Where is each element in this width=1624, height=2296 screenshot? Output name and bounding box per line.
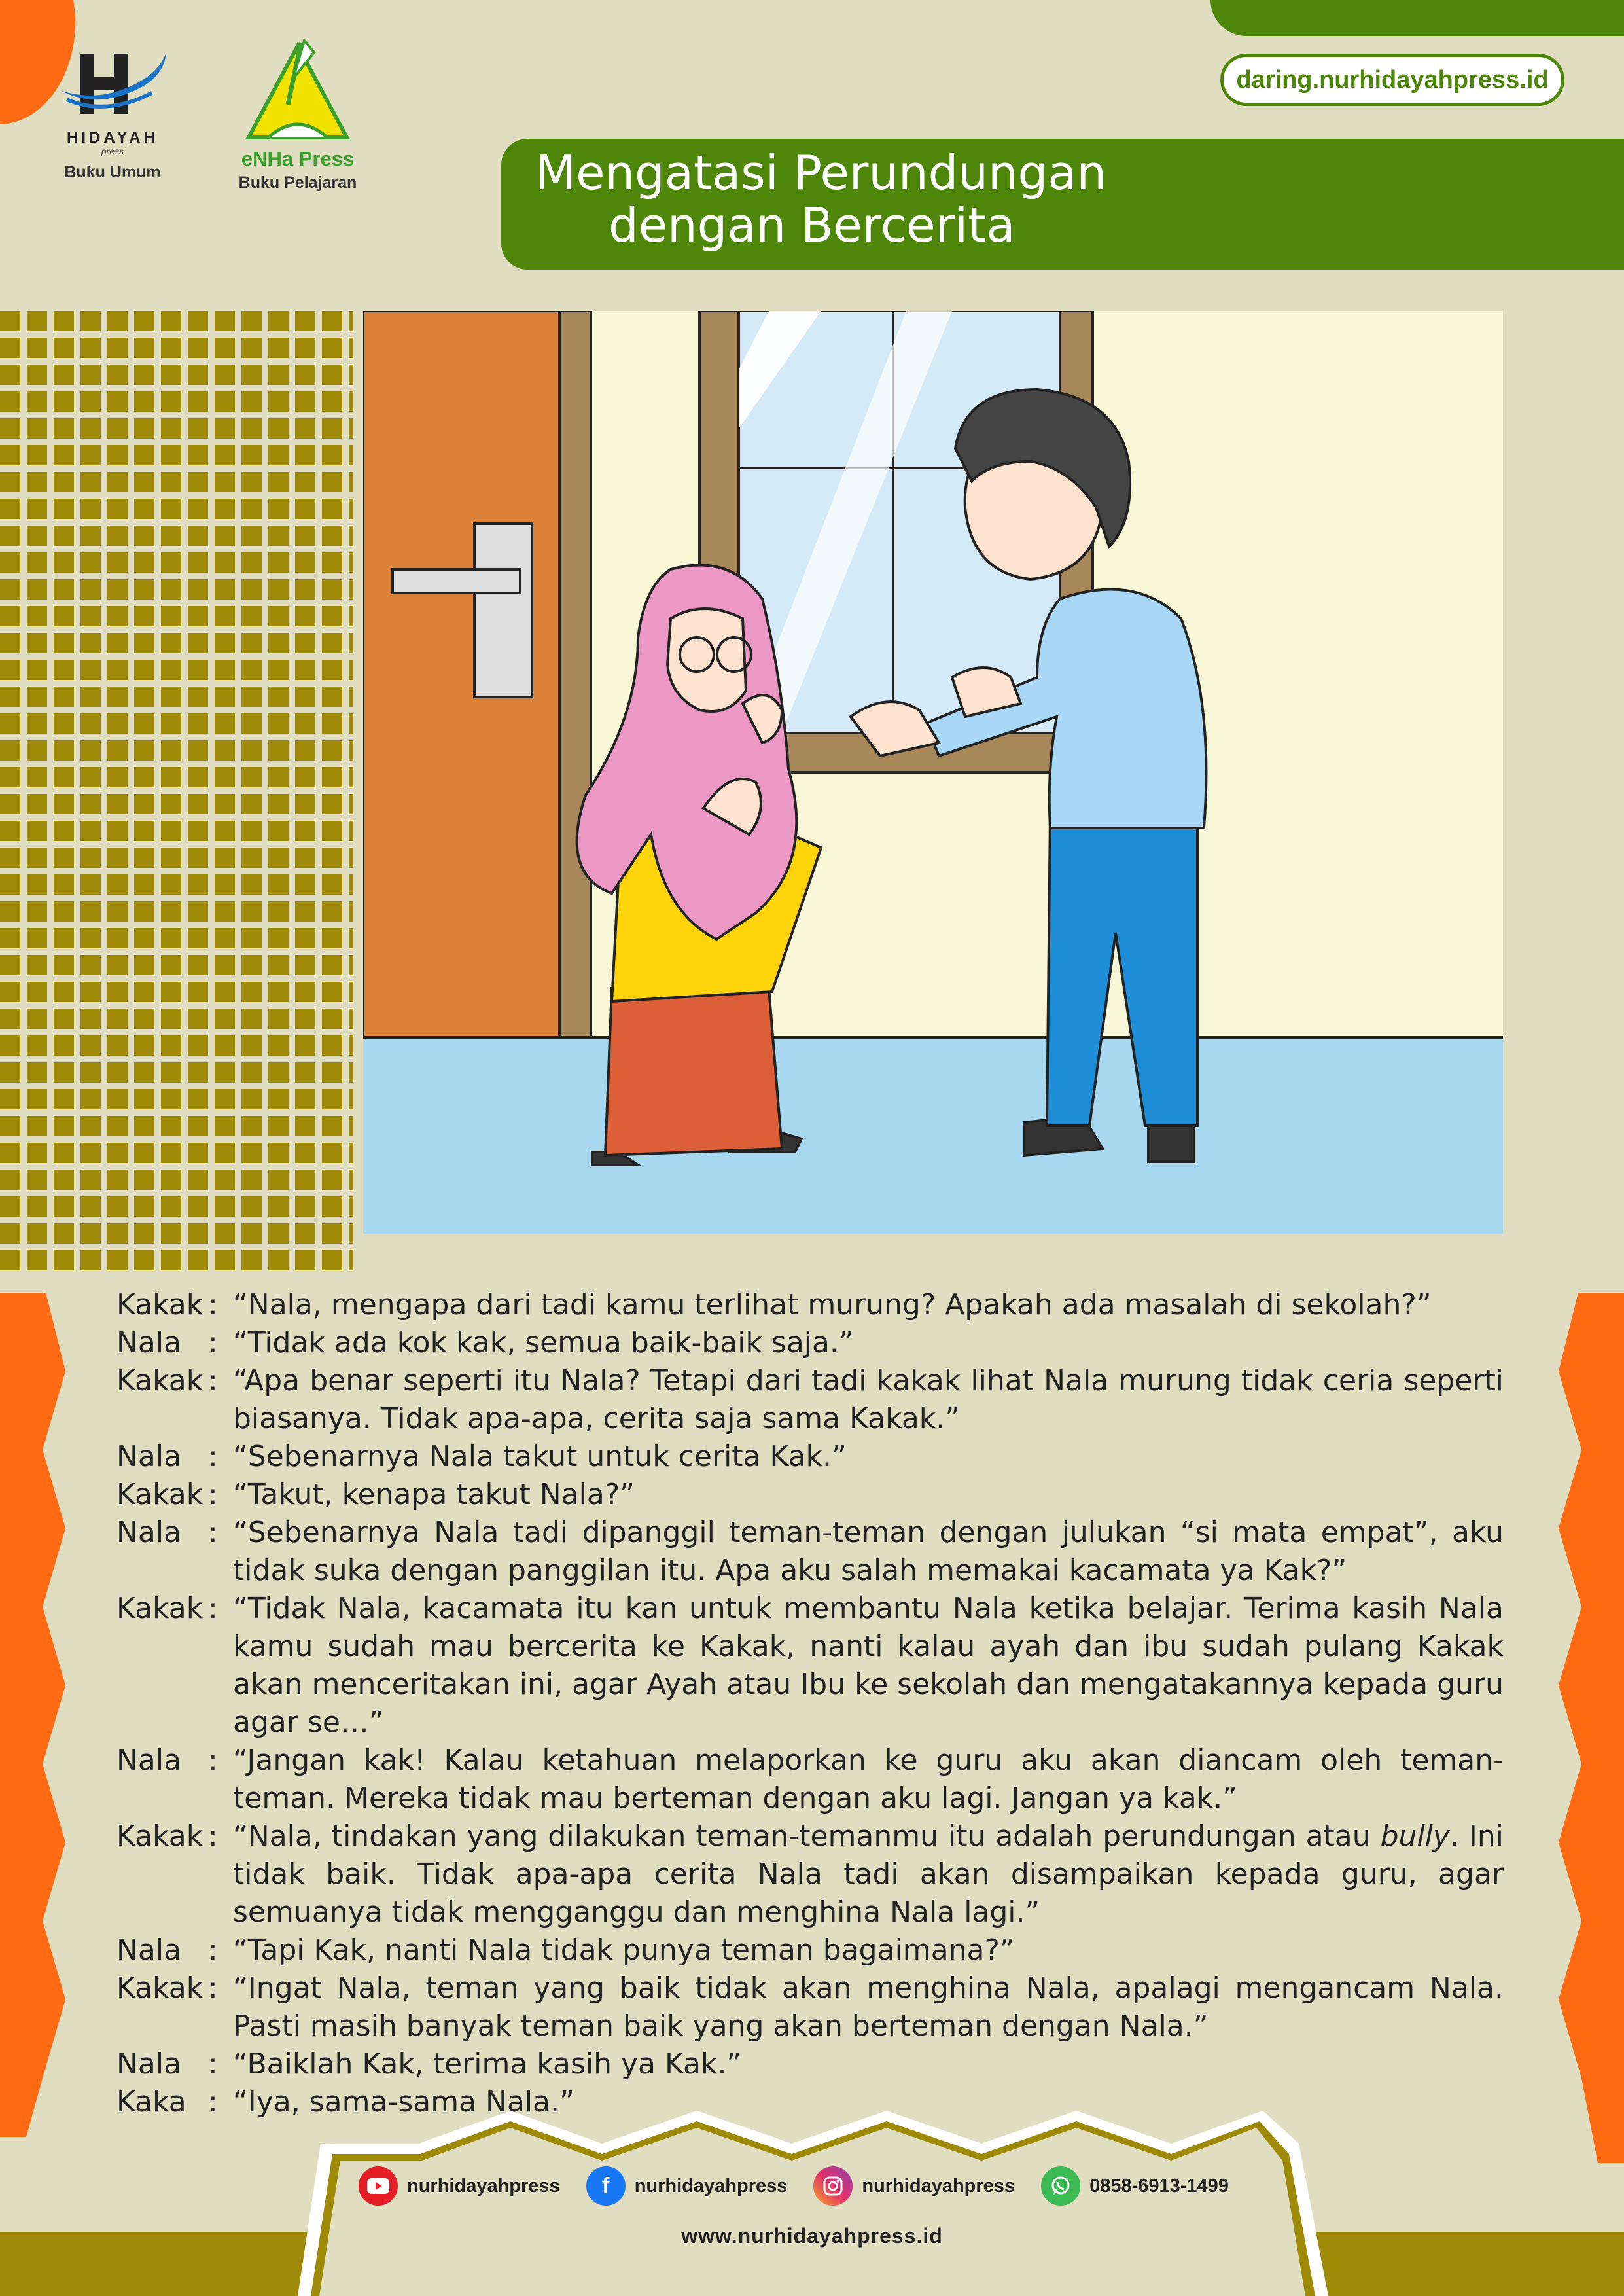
hidayah-logo-mark xyxy=(54,39,171,124)
dialogue-colon: : xyxy=(208,1440,218,1473)
right-zigzag-decoration xyxy=(1552,1293,1624,2163)
dialogue-section xyxy=(116,1286,1504,2121)
dialogue-line xyxy=(116,1590,1504,1742)
dialogue-text: “Baiklah Kak, terima kasih ya Kak.” xyxy=(233,2047,742,2081)
whatsapp-link[interactable] xyxy=(1041,2166,1229,2206)
dialogue-speaker: Kakak xyxy=(116,1971,203,2005)
dialogue-speaker: Nala xyxy=(116,1744,182,1777)
facebook-icon: f xyxy=(586,2166,626,2206)
dialogue-speaker: Nala xyxy=(116,1516,182,1549)
dialogue-speaker: Kaka xyxy=(116,2085,186,2119)
hidayah-press-logo xyxy=(54,39,171,182)
dialogue-text: “Ingat Nala, teman yang baik tidak akan menghina Nala, apalagi mengancam Nala. Pasti masih banyak teman baik yang akan berteman dengan Nala.” xyxy=(233,1971,1504,2043)
dialogue-text: “Iya, sama-sama Nala.” xyxy=(233,2085,574,2119)
dialogue-speaker: Kakak xyxy=(116,1820,203,1853)
hidayah-brand: HIDAYAH xyxy=(67,129,158,147)
decorative-grid-rows xyxy=(0,311,353,1273)
story-illustration xyxy=(363,311,1503,1234)
dialogue-line xyxy=(116,1931,1504,1969)
dialogue-colon: : xyxy=(208,1478,218,1511)
dialogue-line xyxy=(116,1438,1504,1476)
dialogue-text: “Apa benar seperti itu Nala? Tetapi dari tadi kakak lihat Nala murung tidak ceria seperti biasanya. Tidak apa-apa, cerita saja sama Kakak.” xyxy=(233,1364,1504,1435)
dialogue-line xyxy=(116,1742,1504,1818)
page-title-line1: Mengatasi Perundungan xyxy=(535,145,1107,200)
dialogue-colon: : xyxy=(208,2047,218,2081)
top-green-tab xyxy=(1210,0,1624,36)
dialogue-colon: : xyxy=(208,1820,218,1853)
dialogue-text: “Takut, kenapa takut Nala?” xyxy=(233,1478,635,1511)
enha-brand: eNHa Press xyxy=(241,147,355,170)
logo-caption-pelajaran: Buku Pelajaran xyxy=(238,173,357,192)
dialogue-colon: : xyxy=(208,1516,218,1549)
dialogue-text: “Tapi Kak, nanti Nala tidak punya teman bagaimana?” xyxy=(233,1933,1015,1967)
dialogue-speaker: Nala xyxy=(116,1326,182,1359)
page-title-line2: dengan Bercerita xyxy=(609,198,1015,253)
dialogue-speaker: Kakak xyxy=(116,1288,203,1321)
dialogue-colon: : xyxy=(208,1592,218,1625)
dialogue-text: “Sebenarnya Nala tadi dipanggil teman-teman dengan julukan “si mata empat”, aku tidak suka dengan panggilan itu. Apa aku salah memakai kacamata ya Kak?” xyxy=(233,1516,1504,1587)
dialogue-speaker: Nala xyxy=(116,1933,182,1967)
dialogue-speaker: Nala xyxy=(116,2047,182,2081)
dialogue-line xyxy=(116,1286,1504,1324)
whatsapp-icon xyxy=(1041,2166,1080,2206)
social-links xyxy=(359,2166,1275,2206)
dialogue-line xyxy=(116,1969,1504,2045)
dialogue-line xyxy=(116,2045,1504,2083)
logo-caption-umum: Buku Umum xyxy=(64,163,161,181)
emphasis-bully: bully xyxy=(1380,1820,1450,1853)
youtube-link[interactable] xyxy=(359,2166,560,2206)
dialogue-colon: : xyxy=(208,1364,218,1397)
facebook-link[interactable] xyxy=(586,2166,788,2206)
instagram-icon xyxy=(813,2166,853,2206)
hidayah-sub: press xyxy=(101,146,124,156)
dialogue-text: “Tidak ada kok kak, semua baik-baik saja.” xyxy=(233,1326,854,1359)
dialogue-colon: : xyxy=(208,1744,218,1777)
dialogue-colon: : xyxy=(208,1326,218,1359)
dialogue-line xyxy=(116,1514,1504,1590)
dialogue-line xyxy=(116,1476,1504,1514)
dialogue-speaker: Kakak xyxy=(116,1364,203,1397)
left-zigzag-decoration xyxy=(0,1293,72,2137)
dialogue-colon: : xyxy=(208,1933,218,1967)
youtube-label: nurhidayahpress xyxy=(407,2175,560,2197)
door xyxy=(363,311,591,1037)
dialogue-line xyxy=(116,1362,1504,1438)
dialogue-colon: : xyxy=(208,1971,218,2005)
dialogue-speaker: Kakak xyxy=(116,1478,203,1511)
enha-logo-mark xyxy=(222,39,373,144)
website-badge[interactable]: daring.nurhidayahpress.id xyxy=(1220,54,1564,106)
footer-website-link[interactable]: www.nurhidayahpress.id xyxy=(681,2224,943,2248)
dialogue-text: “Sebenarnya Nala takut untuk cerita Kak.” xyxy=(233,1440,847,1473)
dialogue-text: “Nala, tindakan yang dilakukan teman-temanmu itu adalah perundungan atau bully. Ini tidak baik. Tidak apa-apa cerita Nala tadi akan disampaikan kepada guru, agar semuanya tidak mengganggu dan menghina Nala lagi.” xyxy=(233,1820,1504,1929)
dialogue-text: “Jangan kak! Kalau ketahuan melaporkan ke guru aku akan diancam oleh teman-teman. Mereka tidak mau berteman dengan aku lagi. Jangan ya kak.” xyxy=(233,1744,1504,1815)
youtube-icon xyxy=(359,2166,398,2206)
enha-press-logo xyxy=(222,39,373,192)
dialogue-text: “Tidak Nala, kacamata itu kan untuk membantu Nala ketika belajar. Terima kasih Nala kamu sudah mau bercerita ke Kakak, nanti kalau ayah dan ibu sudah pulang Kakak akan menceritakan ini, agar Ayah atau Ibu ke sekolah dan mengatakannya kepada guru agar se…” xyxy=(233,1592,1504,1739)
whatsapp-label: 0858-6913-1499 xyxy=(1089,2175,1229,2197)
dialogue-speaker: Kakak xyxy=(116,1592,203,1625)
facebook-label: nurhidayahpress xyxy=(634,2175,788,2197)
dialogue-colon: : xyxy=(208,2085,218,2119)
instagram-link[interactable] xyxy=(813,2166,1015,2206)
dialogue-text: “Nala, mengapa dari tadi kamu terlihat murung? Apakah ada masalah di sekolah?” xyxy=(233,1288,1432,1321)
dialogue-line xyxy=(116,1818,1504,1931)
dialogue-colon: : xyxy=(208,1288,218,1321)
dialogue-speaker: Nala xyxy=(116,1440,182,1473)
instagram-label: nurhidayahpress xyxy=(862,2175,1015,2197)
dialogue-line xyxy=(116,1324,1504,1362)
